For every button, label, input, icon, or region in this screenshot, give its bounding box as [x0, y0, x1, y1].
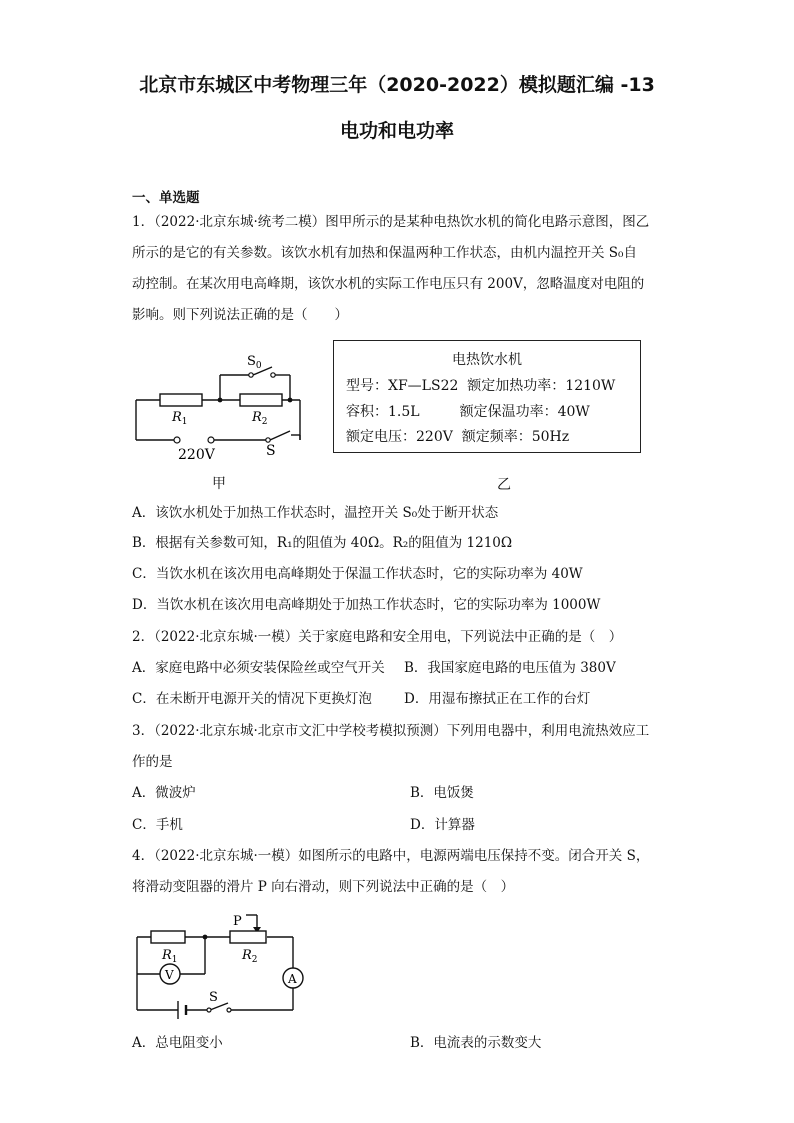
section-heading: 一、单选题: [132, 190, 200, 206]
spec-row-2: 容积：1.5L 额定保温功率：40W: [346, 404, 590, 420]
voltmeter-label: V: [165, 968, 174, 982]
r2-label: R: [252, 410, 262, 425]
q1-option-d: D．当饮水机在该次用电高峰期处于加热工作状态时，它的实际功率为 1000W: [132, 597, 601, 613]
q2-stem: 2．（2022·北京东城·一模）关于家庭电路和安全用电，下列说法中正确的是（ ）: [132, 629, 623, 645]
q4-option-b: B．电流表的示数变大: [410, 1035, 542, 1051]
r2-sub: 2: [261, 417, 268, 427]
figure-caption-jia: 甲: [212, 476, 226, 492]
q3-option-c: C．手机: [132, 817, 183, 833]
q1-option-b: B．根据有关参数可知，R₁的阻值为 40Ω。R₂的阻值为 1210Ω: [132, 535, 513, 551]
q1-line-2: 所示的是它的有关参数。该饮水机有加热和保温两种工作状态，由机内温控开关 S₀自: [132, 245, 637, 261]
q2-option-a: A．家庭电路中必须安装保险丝或空气开关: [132, 660, 385, 676]
q3-line-2: 作的是: [132, 754, 173, 770]
r1-sub: 1: [181, 417, 188, 427]
q1-line-3: 动控制。在某次用电高峰期，该饮水机的实际工作电压只有 200V，忽略温度对电阻的: [132, 276, 645, 292]
spec-row-3: 额定电压：220V 额定频率：50Hz: [346, 429, 570, 445]
page-title-line2: 电功和电功率: [339, 120, 454, 142]
page-title-line1: 北京市东城区中考物理三年（2020-2022）模拟题汇编 -13: [139, 74, 655, 96]
q1-option-c: C．当饮水机在该次用电高峰期处于保温工作状态时，它的实际功率为 40W: [132, 566, 583, 582]
q1-line-1: 1．（2022·北京东城·统考二模）图甲所示的是某种电热饮水机的简化电路示意图，图乙: [132, 214, 650, 230]
svg-text:R1: [171, 410, 188, 427]
q4-line-1: 4．（2022·北京东城·一模）如图所示的电路中，电源两端电压保持不变。闭合开关 S，: [132, 848, 650, 864]
q4-line-2: 将滑动变阻器的滑片 P 向右滑动，则下列说法中正确的是（ ）: [132, 879, 515, 895]
q2-option-d: D．用湿布擦拭正在工作的台灯: [404, 691, 591, 707]
q1-option-a: A．该饮水机处于加热工作状态时，温控开关 S₀处于断开状态: [132, 505, 499, 521]
circuit-diagram-1: [130, 345, 310, 470]
svg-text:R2: [251, 410, 268, 427]
svg-text:R1: [161, 948, 178, 965]
s0-sub: 0: [255, 361, 262, 371]
q3-option-d: D．计算器: [410, 817, 475, 833]
q3-line-1: 3．（2022·北京东城·北京市文汇中学校考模拟预测）下列用电器中，利用电流热效应工: [132, 723, 650, 739]
spec-title: 电热饮水机: [452, 352, 522, 368]
spec-row-1: 型号：XF—LS22 额定加热功率：1210W: [346, 378, 616, 394]
r1-sub: 1: [171, 955, 178, 965]
q3-option-a: A．微波炉: [132, 785, 196, 801]
r2-sub: 2: [251, 955, 258, 965]
q1-line-4: 影响。则下列说法正确的是（ ）: [132, 307, 348, 323]
r2-label: R: [242, 948, 252, 963]
s-switch-label: S: [266, 443, 276, 459]
q2-option-b: B．我国家庭电路的电压值为 380V: [404, 660, 616, 676]
q2-option-c: C．在未断开电源开关的情况下更换灯泡: [132, 691, 372, 707]
voltage-label: 220V: [178, 447, 215, 463]
svg-text:R2: [241, 948, 258, 965]
s0-label: S: [247, 354, 256, 369]
ammeter-label: A: [288, 972, 297, 986]
q3-option-b: B．电饭煲: [410, 785, 474, 801]
spec-table: [333, 340, 641, 453]
r1-label: R: [162, 948, 172, 963]
svg-text:S0: [247, 354, 262, 371]
q4-option-a: A．总电阻变小: [132, 1035, 223, 1051]
switch-s-label: S: [209, 990, 218, 1005]
circuit-diagram-4: [125, 905, 315, 1025]
r1-label: R: [172, 410, 182, 425]
figure-caption-yi: 乙: [497, 477, 511, 493]
slider-p-label: P: [233, 914, 242, 929]
